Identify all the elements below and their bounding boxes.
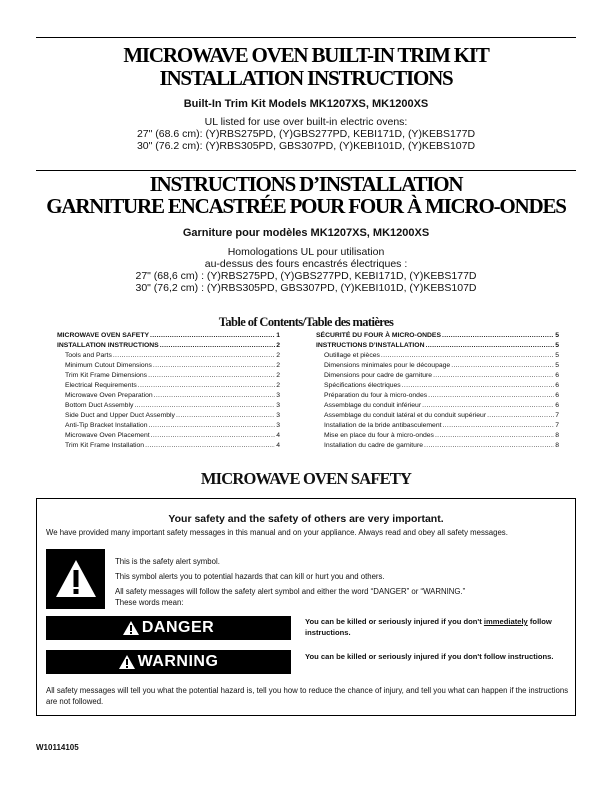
toc-entry-label: Dimensions minimales pour le découpage xyxy=(324,362,451,369)
french-title xyxy=(36,173,576,217)
toc-entry-label: Assemblage du conduit latéral et du conduit supérieur xyxy=(324,412,487,419)
toc-entry-label: Trim Kit Frame Dimensions xyxy=(65,372,148,379)
toc-leader-dots xyxy=(402,381,555,391)
toc-entry-page: 2 xyxy=(276,362,280,369)
safety-section-title: MICROWAVE OVEN SAFETY xyxy=(200,469,412,488)
toc-leader-dots xyxy=(451,361,554,371)
middle-rule xyxy=(36,170,576,171)
toc-entry xyxy=(57,351,280,361)
toc-entry xyxy=(316,401,559,411)
toc-english-column xyxy=(57,331,280,451)
toc-entry-label: INSTRUCTIONS D’INSTALLATION xyxy=(316,342,425,349)
toc-entry-label: Spécifications électriques xyxy=(324,382,401,389)
toc-entry-page: 3 xyxy=(276,412,280,419)
toc-entry xyxy=(57,331,280,341)
toc-leader-dots xyxy=(160,341,276,351)
french-ul-line4: 30" (76,2 cm) : (Y)RBS305PD, GBS307PD, (Y)KEBI101D, (Y)KEBS107D xyxy=(135,282,477,294)
alert-line-3: All safety messages will follow the safety alert symbol and either the word “DANGER” or “WARNING.” xyxy=(115,587,466,596)
toc-entry xyxy=(316,341,559,351)
toc-entry-label: MICROWAVE OVEN SAFETY xyxy=(57,332,150,339)
warning-alert-icon xyxy=(119,655,135,669)
english-title xyxy=(36,44,576,90)
safety-footer-text: All safety messages will tell you what the potential hazard is, tell you how to reduce the chance of injury, and tell you what can happen if the instructions are not followed. xyxy=(46,686,569,706)
toc-entry-label: SÉCURITÉ DU FOUR À MICRO-ONDES xyxy=(316,332,441,339)
toc-entry xyxy=(316,391,559,401)
toc-french-column xyxy=(316,331,559,451)
toc-entry xyxy=(316,351,559,361)
toc-entry-page: 2 xyxy=(276,342,280,349)
toc-entry-page: 7 xyxy=(555,412,559,419)
toc-entry-page: 5 xyxy=(555,352,559,359)
alert-line-4: These words mean: xyxy=(115,598,184,607)
english-ul-line3: 30" (76.2 cm): (Y)RBS305PD, GBS307PD, (Y)KEBI101D, (Y)KEBS107D xyxy=(136,140,476,152)
danger-text-a: You can be killed or seriously injured if you don't xyxy=(305,617,484,626)
toc-leader-dots xyxy=(138,381,275,391)
toc-leader-dots xyxy=(150,331,275,341)
toc-entry-label: Bottom Duct Assembly xyxy=(65,402,134,409)
toc-entry-page: 3 xyxy=(276,402,280,409)
toc-leader-dots xyxy=(154,391,276,401)
french-models: Garniture pour modèles MK1207XS, MK1200XS xyxy=(182,227,430,239)
toc-entry-page: 8 xyxy=(555,432,559,439)
toc-entry-page: 5 xyxy=(555,332,559,339)
toc-entry-label: Trim Kit Frame Installation xyxy=(65,442,145,449)
toc-leader-dots xyxy=(428,391,554,401)
toc-entry xyxy=(57,361,280,371)
toc-leader-dots xyxy=(148,371,275,381)
english-title-line2: INSTALLATION INSTRUCTIONS xyxy=(159,66,453,90)
toc-leader-dots xyxy=(426,341,555,351)
toc-entry xyxy=(57,341,280,351)
toc-entry xyxy=(57,381,280,391)
danger-text-emphasis: immediately xyxy=(483,617,528,626)
toc-entry-page: 4 xyxy=(276,432,280,439)
english-ul-line1: UL listed for use over built-in electric ovens: xyxy=(204,116,408,128)
french-title-line1: INSTRUCTIONS D’INSTALLATION xyxy=(149,172,463,196)
safety-intro: We have provided many important safety messages in this manual and on your appliance. Always read and obey all safety messages. xyxy=(46,528,508,537)
toc-entry xyxy=(57,371,280,381)
french-ul-line1: Homologations UL pour utilisation xyxy=(227,246,385,258)
toc-entry-label: Mise en place du four à micro-ondes xyxy=(324,432,434,439)
toc-entry-page: 2 xyxy=(276,372,280,379)
toc-leader-dots xyxy=(381,351,554,361)
toc-entry-label: Electrical Requirements xyxy=(65,382,137,389)
french-title-line2: GARNITURE ENCASTRÉE POUR FOUR À MICRO-ONDES xyxy=(46,194,566,218)
safety-box xyxy=(36,498,576,716)
toc-entry-page: 6 xyxy=(555,382,559,389)
toc-entry xyxy=(316,431,559,441)
toc-title: Table of Contents/Table des matières xyxy=(218,315,394,329)
toc-leader-dots xyxy=(443,421,555,431)
top-rule xyxy=(36,37,576,38)
alert-explanation xyxy=(115,556,555,612)
toc-entry-label: Tools and Parts xyxy=(65,352,112,359)
toc-entry-label: Assemblage du conduit inférieur xyxy=(324,402,422,409)
toc-leader-dots xyxy=(487,411,554,421)
toc-leader-dots xyxy=(424,441,554,451)
toc-entry-page: 2 xyxy=(276,382,280,389)
toc-entry-label: Side Duct and Upper Duct Assembly xyxy=(65,412,175,419)
toc-entry xyxy=(316,381,559,391)
toc-entry-label: INSTALLATION INSTRUCTIONS xyxy=(57,342,159,349)
toc-entry-page: 6 xyxy=(555,372,559,379)
toc-entry-label: Anti-Tip Bracket Installation xyxy=(65,422,148,429)
toc-entry-label: Dimensions pour cadre de garniture xyxy=(324,372,433,379)
warning-text: You can be killed or seriously injured if you don't follow instructions. xyxy=(305,652,554,661)
toc-entry-page: 3 xyxy=(276,392,280,399)
danger-text-b: follow instructions. xyxy=(305,617,552,637)
danger-text xyxy=(305,616,567,638)
english-models: Built-In Trim Kit Models MK1207XS, MK1200XS xyxy=(183,98,429,110)
toc-entry xyxy=(316,361,559,371)
toc-entry-label: Installation de la bride antibasculement xyxy=(324,422,442,429)
toc-entry xyxy=(316,441,559,451)
toc-leader-dots xyxy=(113,351,275,361)
toc-leader-dots xyxy=(433,371,554,381)
toc-entry xyxy=(57,391,280,401)
french-ul-line2: au-dessus des fours encastrés électriques : xyxy=(204,258,408,270)
toc-entry-page: 6 xyxy=(555,392,559,399)
danger-alert-icon xyxy=(123,621,139,635)
french-ul-listing xyxy=(36,246,576,294)
french-ul-line3: 27" (68,6 cm) : (Y)RBS275PD, (Y)GBS277PD, KEBI171D, (Y)KEBS177D xyxy=(135,270,477,282)
toc-entry-page: 2 xyxy=(276,352,280,359)
document-number: W10114105 xyxy=(36,743,79,752)
toc-leader-dots xyxy=(422,401,554,411)
toc-entry xyxy=(57,411,280,421)
toc-entry-label: Outillage et pièces xyxy=(324,352,380,359)
safety-box-heading: Your safety and the safety of others are very important. xyxy=(168,513,444,525)
toc-entry xyxy=(57,421,280,431)
toc-entry xyxy=(57,401,280,411)
toc-entry-page: 5 xyxy=(555,342,559,349)
toc-leader-dots xyxy=(151,431,276,441)
toc-entry xyxy=(316,411,559,421)
toc-leader-dots xyxy=(176,411,275,421)
toc-leader-dots xyxy=(134,401,275,411)
toc-entry-label: Préparation du four à micro-ondes xyxy=(324,392,428,399)
toc-leader-dots xyxy=(153,361,275,371)
warning-label: WARNING xyxy=(137,653,219,670)
english-ul-listing xyxy=(36,116,576,152)
danger-label: DANGER xyxy=(141,619,215,636)
toc-entry-page: 3 xyxy=(276,422,280,429)
toc-entry-page: 1 xyxy=(276,332,280,339)
safety-alert-triangle-icon xyxy=(46,549,105,609)
toc-entry xyxy=(316,371,559,381)
english-ul-line2: 27" (68.6 cm): (Y)RBS275PD, (Y)GBS277PD, KEBI171D, (Y)KEBS177D xyxy=(136,128,476,140)
toc-leader-dots xyxy=(435,431,554,441)
english-title-line1: MICROWAVE OVEN BUILT-IN TRIM KIT xyxy=(123,43,489,67)
toc-leader-dots xyxy=(145,441,275,451)
alert-line-1: This is the safety alert symbol. xyxy=(115,557,220,566)
toc-entry-page: 4 xyxy=(276,442,280,449)
toc-entry-page: 7 xyxy=(555,422,559,429)
toc-leader-dots xyxy=(148,421,275,431)
alert-line-2: This symbol alerts you to potential hazards that can kill or hurt you and others. xyxy=(115,572,385,581)
toc-leader-dots xyxy=(442,331,554,341)
toc-entry-label: Minimum Cutout Dimensions xyxy=(65,362,152,369)
toc-entry-page: 5 xyxy=(555,362,559,369)
toc-entry-label: Microwave Oven Placement xyxy=(65,432,150,439)
toc-entry xyxy=(57,441,280,451)
toc-entry xyxy=(316,331,559,341)
toc-entry xyxy=(316,421,559,431)
warning-signal-panel xyxy=(46,650,291,674)
danger-signal-panel xyxy=(46,616,291,640)
toc-entry xyxy=(57,431,280,441)
toc-entry-page: 8 xyxy=(555,442,559,449)
toc-entry-page: 6 xyxy=(555,402,559,409)
toc-entry-label: Microwave Oven Preparation xyxy=(65,392,153,399)
toc-entry-label: Installation du cadre de garniture xyxy=(324,442,423,449)
